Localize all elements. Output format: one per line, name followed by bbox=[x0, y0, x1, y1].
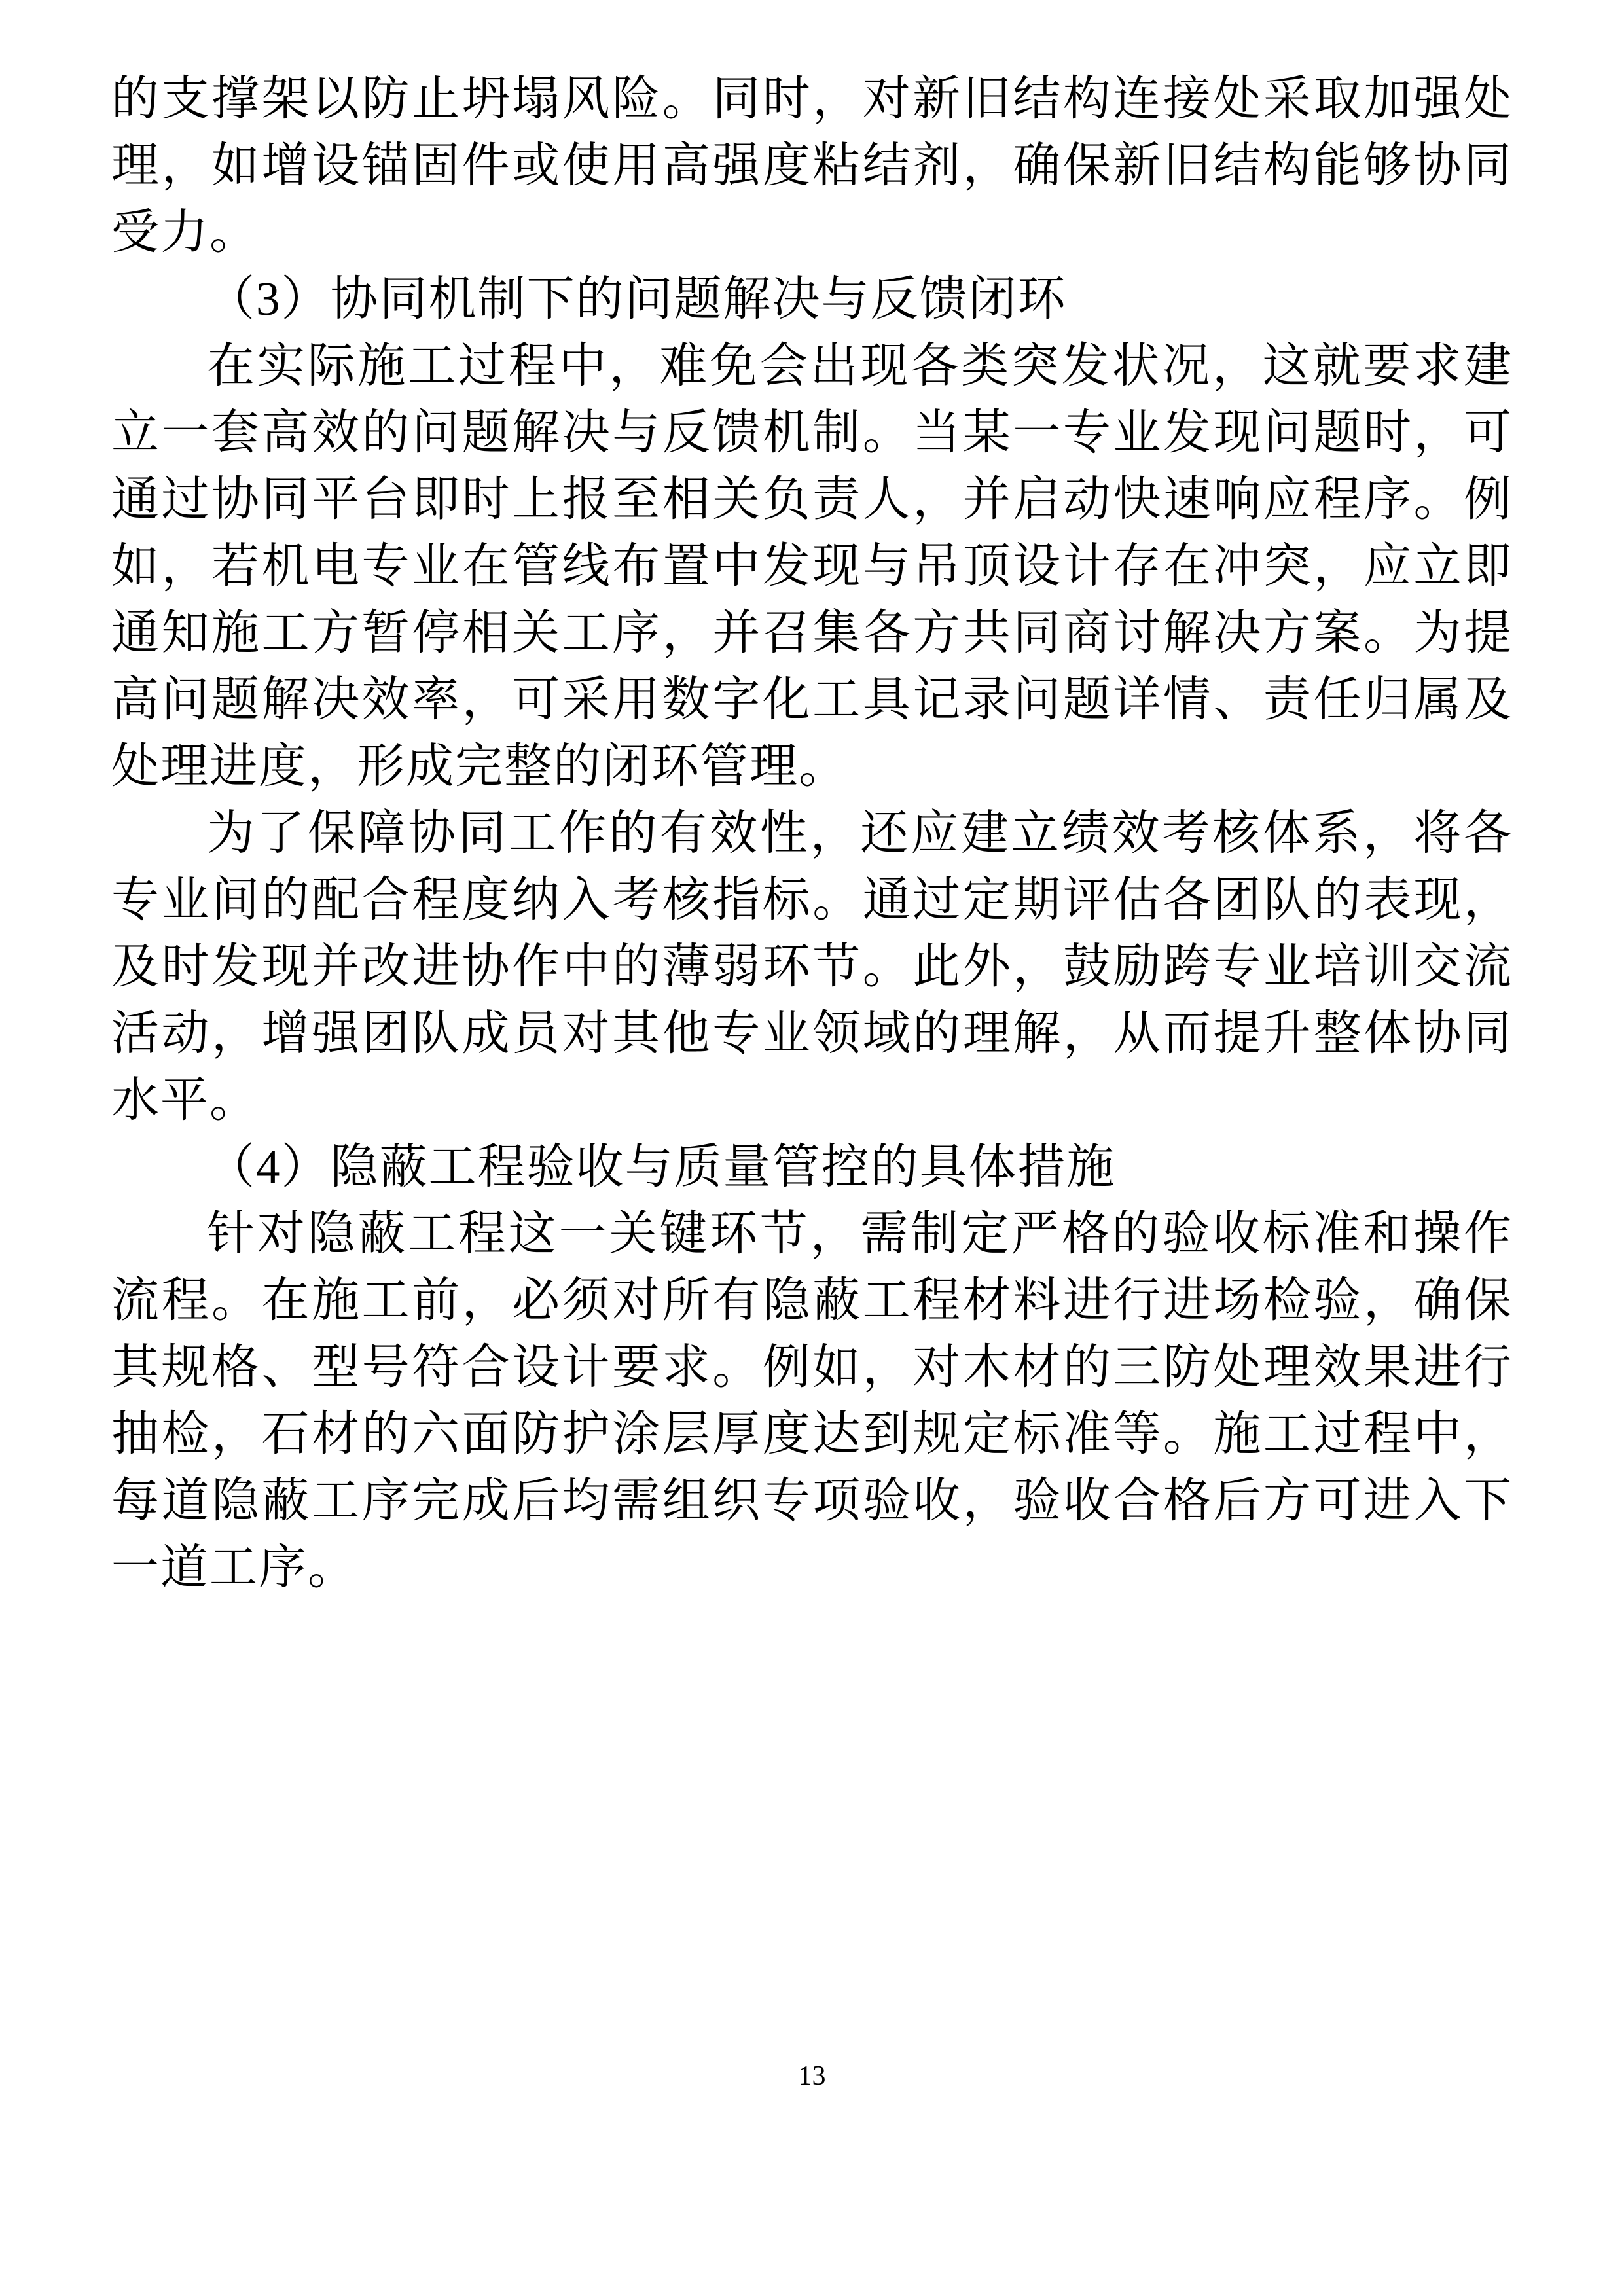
page-body-text bbox=[111, 65, 1513, 1601]
page-number: 13 bbox=[798, 2061, 826, 2091]
paragraph-concealed-works: 针对隐蔽工程这一关键环节，需制定严格的验收标准和操作流程。在施工前，必须对所有隐蔽工程材料进行进场检验，确保其规格、型号符合设计要求。例如，对木材的三防处理效果进行抽检，石材的六面防护涂层厚度达到规定标准等。施工过程中，每道隐蔽工序完成后均需组织专项验收，验收合格后方可进入下一道工序。 bbox=[111, 1207, 1513, 1594]
paragraph-problem-feedback: 在实际施工过程中，难免会出现各类突发状况，这就要求建立一套高效的问题解决与反馈机制。当某一专业发现问题时，可通过协同平台即时上报至相关负责人，并启动快速响应程序。例如，若机电专业在管线布置中发现与吊顶设计存在冲突，应立即通知施工方暂停相关工序，并召集各方共同商讨解决方案。为提高问题解决效率，可采用数字化工具记录问题详情、责任归属及处理进度，形成完整的闭环管理。 bbox=[111, 339, 1513, 793]
section-heading-3: （3）协同机制下的问题解决与反馈闭环 bbox=[207, 272, 1067, 325]
paragraph-performance-assessment: 为了保障协同工作的有效性，还应建立绩效考核体系，将各专业间的配合程度纳入考核指标。通过定期评估各团队的表现，及时发现并改进协作中的薄弱环节。此外，鼓励跨专业培训交流活动，增强团队成员对其他专业领域的理解，从而提升整体协同水平。 bbox=[111, 806, 1513, 1126]
paragraph-continuation: 的支撑架以防止坍塌风险。同时，对新旧结构连接处采取加强处理，如增设锚固件或使用高强度粘结剂，确保新旧结构能够协同受力。 bbox=[111, 72, 1513, 259]
section-heading-4: （4）隐蔽工程验收与质量管控的具体措施 bbox=[207, 1140, 1116, 1193]
